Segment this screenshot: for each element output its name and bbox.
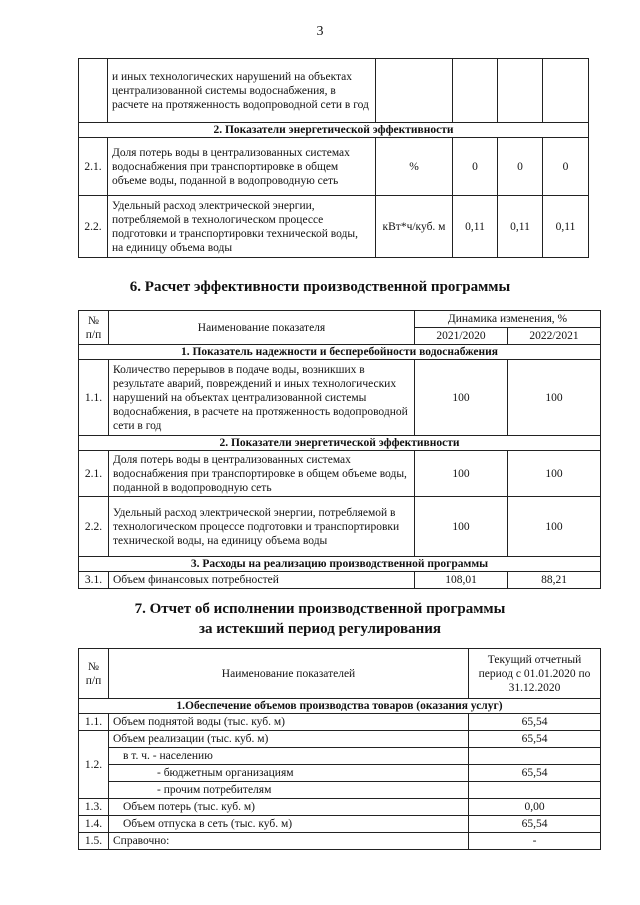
table-row <box>79 59 589 123</box>
row-value: 100 <box>415 497 508 557</box>
section-row <box>79 345 601 360</box>
row-value: 0,11 <box>498 196 543 258</box>
row-unit: кВт*ч/куб. м <box>376 196 453 258</box>
section-7-heading-line2: за истекший период регулирования <box>198 621 442 637</box>
row-name: и иных технологических нарушений на объектах централизованной системы водоснабжения, в расчете на протяженность водопроводной сети в год <box>108 59 376 123</box>
row-number: 2.2. <box>79 497 109 557</box>
row-value: 100 <box>508 451 601 497</box>
row-value: 65,54 <box>469 731 601 748</box>
row-value: 100 <box>508 497 601 557</box>
col-header-period: Текущий отчетный период с 01.01.2020 по 31.12.2020 <box>469 649 601 699</box>
col-header-name: Наименование показателей <box>109 649 469 699</box>
row-unit: % <box>376 138 453 196</box>
row-name: Объем отпуска в сеть (тыс. куб. м) <box>109 816 469 833</box>
row-number: 2.2. <box>79 196 108 258</box>
header-row <box>79 649 601 699</box>
section-title: 2. Показатели энергетической эффективности <box>79 123 589 138</box>
table-row <box>79 816 601 833</box>
row-name: Количество перерывов в подаче воды, возникших в результате аварий, повреждений и иных технологических нарушений на объектах централизованной системы водоснабжения, в расчете на протяженность водопроводной сети в год <box>109 360 415 436</box>
section-title: 3. Расходы на реализацию производственной программы <box>79 557 601 572</box>
section-title: 1. Показатель надежности и бесперебойности водоснабжения <box>79 345 601 360</box>
table-row <box>79 833 601 850</box>
row-name: Объем потерь (тыс. куб. м) <box>109 799 469 816</box>
row-value: 0,00 <box>469 799 601 816</box>
table-row <box>79 782 601 799</box>
col-header-dynamics: Динамика изменения, % <box>415 311 601 328</box>
page-number: 3 <box>316 24 324 39</box>
row-name: Удельный расход электрической энергии, потребляемой в технологическом процессе подготовки и транспортировки технической воды, на единицу объема воды <box>109 497 415 557</box>
table-row <box>79 451 601 497</box>
table-row <box>79 572 601 589</box>
col-header-year: 2022/2021 <box>508 328 601 345</box>
section-6-heading: 6. Расчет эффективности производственной программы <box>129 279 511 295</box>
row-value: - <box>469 833 601 850</box>
col-header-number: № п/п <box>79 311 109 345</box>
row-value: 100 <box>415 360 508 436</box>
row-value: 65,54 <box>469 816 601 833</box>
row-number: 1.5. <box>79 833 109 850</box>
section-row <box>79 557 601 572</box>
row-value: 0 <box>453 138 498 196</box>
row-value <box>469 782 601 799</box>
table-row <box>79 714 601 731</box>
row-name: Доля потерь воды в централизованных системах водоснабжения при транспортировке в общем объеме воды, поданной в водопроводную сеть <box>108 138 376 196</box>
row-number: 2.1. <box>79 138 108 196</box>
report-table <box>78 648 601 850</box>
row-name: Справочно: <box>109 833 469 850</box>
row-value: 108,01 <box>415 572 508 589</box>
section-row <box>79 436 601 451</box>
row-number: 1.1. <box>79 360 109 436</box>
row-value: 100 <box>415 451 508 497</box>
row-name: - бюджетным организациям <box>109 765 469 782</box>
row-value: 0,11 <box>453 196 498 258</box>
energy-indicators-table <box>78 58 589 258</box>
section-title: 1.Обеспечение объемов производства товаров (оказания услуг) <box>79 699 601 714</box>
row-name: в т. ч. - населению <box>109 748 469 765</box>
col-header-name: Наименование показателя <box>109 311 415 345</box>
row-value: 100 <box>508 360 601 436</box>
row-value: 65,54 <box>469 714 601 731</box>
row-number: 1.3. <box>79 799 109 816</box>
col-header-year: 2021/2020 <box>415 328 508 345</box>
table-row <box>79 196 589 258</box>
table-row <box>79 765 601 782</box>
col-header-number: № п/п <box>79 649 109 699</box>
row-number: 3.1. <box>79 572 109 589</box>
row-number: 1.4. <box>79 816 109 833</box>
row-value: 0 <box>543 138 589 196</box>
section-title: 2. Показатели энергетической эффективности <box>79 436 601 451</box>
row-name: Удельный расход электрической энергии, потребляемой в технологическом процессе подготовки и транспортировки технической воды, на единицу объема воды <box>108 196 376 258</box>
table-row <box>79 360 601 436</box>
row-name: Объем реализации (тыс. куб. м) <box>109 731 469 748</box>
row-name: Доля потерь воды в централизованных системах водоснабжения при транспортировке в общем объеме воды, поданной в водопроводную сеть <box>109 451 415 497</box>
row-number: 1.1. <box>79 714 109 731</box>
table-row <box>79 138 589 196</box>
table-row <box>79 497 601 557</box>
row-name: Объем поднятой воды (тыс. куб. м) <box>109 714 469 731</box>
row-number: 1.2. <box>79 731 109 799</box>
row-value: 0,11 <box>543 196 589 258</box>
efficiency-table <box>78 310 601 589</box>
section-row <box>79 699 601 714</box>
table-row <box>79 799 601 816</box>
row-value <box>469 748 601 765</box>
table-row <box>79 731 601 748</box>
row-name: - прочим потребителям <box>109 782 469 799</box>
header-row <box>79 311 601 328</box>
row-value: 0 <box>498 138 543 196</box>
table-row <box>79 748 601 765</box>
section-7-heading-line1: 7. Отчет об исполнении производственной программы <box>134 601 506 617</box>
row-value: 65,54 <box>469 765 601 782</box>
row-name: Объем финансовых потребностей <box>109 572 415 589</box>
row-number: 2.1. <box>79 451 109 497</box>
row-value: 88,21 <box>508 572 601 589</box>
section-row <box>79 123 589 138</box>
